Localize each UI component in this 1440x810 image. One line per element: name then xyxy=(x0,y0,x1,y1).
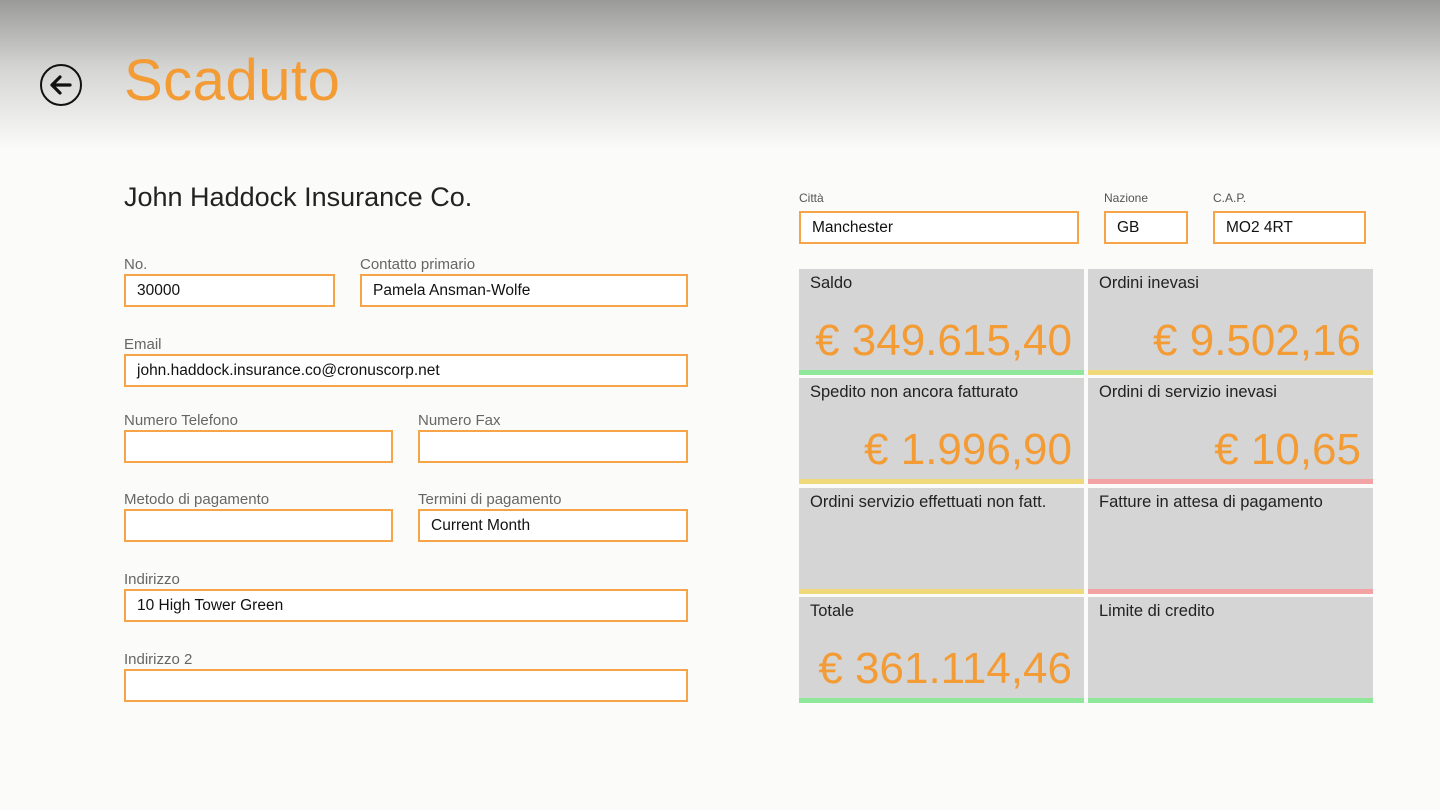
tile-ordini-inevasi[interactable] xyxy=(1088,269,1373,375)
primary-contact-label: Contatto primario xyxy=(360,256,476,273)
no-field[interactable]: 30000 xyxy=(124,274,335,307)
phone-label: Numero Telefono xyxy=(124,412,238,429)
customer-name: John Haddock Insurance Co. xyxy=(124,182,473,212)
city-label: Città xyxy=(799,191,824,205)
address-label: Indirizzo xyxy=(124,571,180,588)
tile-label: Fatture in attesa di pagamento xyxy=(1099,493,1323,511)
address-field[interactable]: 10 High Tower Green xyxy=(124,589,688,622)
status-bar xyxy=(799,698,1084,703)
tile-label: Limite di credito xyxy=(1099,602,1215,620)
payment-method-label: Metodo di pagamento xyxy=(124,491,270,508)
tile-ordini-servizio-effettuati[interactable] xyxy=(799,488,1084,594)
status-bar xyxy=(1088,479,1373,484)
page-title: Scaduto xyxy=(124,48,341,113)
primary-contact-field[interactable]: Pamela Ansman-Wolfe xyxy=(360,274,688,307)
payment-method-field[interactable] xyxy=(124,509,393,542)
payment-terms-field[interactable]: Current Month xyxy=(418,509,688,542)
tile-value: € 9.502,16 xyxy=(1153,316,1361,365)
tile-spedito-non-fatturato[interactable] xyxy=(799,378,1084,484)
tile-value: € 1.996,90 xyxy=(864,425,1072,474)
tile-limite-credito[interactable] xyxy=(1088,597,1373,703)
no-label: No. xyxy=(124,256,148,273)
tile-label: Ordini di servizio inevasi xyxy=(1099,383,1277,401)
city-field[interactable]: Manchester xyxy=(799,211,1079,244)
tile-label: Spedito non ancora fatturato xyxy=(810,383,1019,401)
tile-value: € 349.615,40 xyxy=(815,316,1072,365)
arrow-left-icon xyxy=(48,72,74,98)
fax-field[interactable] xyxy=(418,430,688,463)
tile-saldo[interactable] xyxy=(799,269,1084,375)
phone-field[interactable] xyxy=(124,430,393,463)
country-field[interactable]: GB xyxy=(1104,211,1188,244)
address2-label: Indirizzo 2 xyxy=(124,651,193,668)
status-bar xyxy=(799,370,1084,375)
tile-value: € 10,65 xyxy=(1214,425,1361,474)
email-label: Email xyxy=(124,336,162,353)
tile-label: Totale xyxy=(810,602,855,620)
email-field[interactable]: john.haddock.insurance.co@cronuscorp.net xyxy=(124,354,688,387)
payment-terms-label: Termini di pagamento xyxy=(418,491,562,508)
status-bar xyxy=(1088,589,1373,594)
fax-label: Numero Fax xyxy=(418,412,501,429)
back-button[interactable] xyxy=(40,64,82,106)
tile-label: Ordini inevasi xyxy=(1099,274,1199,292)
tile-fatture-attesa[interactable] xyxy=(1088,488,1373,594)
tile-value: € 361.114,46 xyxy=(818,644,1072,693)
tile-ordini-servizio-inevasi[interactable] xyxy=(1088,378,1373,484)
status-bar xyxy=(1088,698,1373,703)
postcode-field[interactable]: MO2 4RT xyxy=(1213,211,1366,244)
address2-field[interactable] xyxy=(124,669,688,702)
status-bar xyxy=(799,589,1084,594)
tile-totale[interactable] xyxy=(799,597,1084,703)
country-label: Nazione xyxy=(1104,191,1149,205)
tile-label: Saldo xyxy=(810,274,853,292)
status-bar xyxy=(1088,370,1373,375)
tile-label: Ordini servizio effettuati non fatt. xyxy=(810,493,1047,511)
postcode-label: C.A.P. xyxy=(1213,191,1247,205)
status-bar xyxy=(799,479,1084,484)
